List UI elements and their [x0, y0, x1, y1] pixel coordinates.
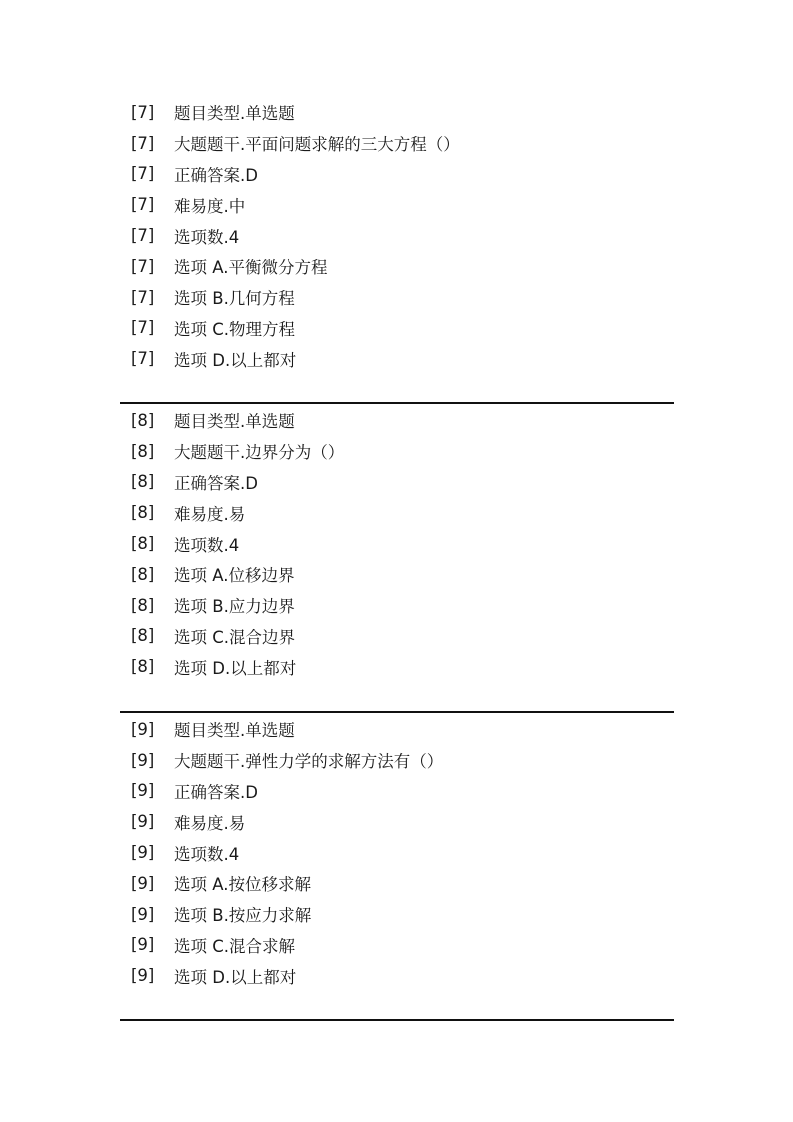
- question-line: [131, 837, 674, 868]
- section-divider: [120, 402, 674, 404]
- option-b: 选项 B.几何方程: [174, 289, 295, 309]
- question-type: 题目类型.单选题: [174, 721, 295, 741]
- question-line: [131, 930, 674, 961]
- option-a: 选项 A.按位移求解: [174, 875, 311, 895]
- question-number: [9]: [131, 904, 155, 924]
- option-b: 选项 B.应力边界: [174, 597, 295, 617]
- question-block-8: [131, 405, 674, 682]
- question-stem: 大题题干.边界分为（）: [174, 443, 345, 463]
- question-line: [131, 343, 674, 374]
- question-line: [131, 776, 674, 807]
- question-number: [9]: [131, 843, 155, 863]
- option-count: 选项数.4: [174, 844, 240, 864]
- question-line: [131, 868, 674, 899]
- question-number: [9]: [131, 781, 155, 801]
- question-line: [131, 528, 674, 559]
- question-number: [7]: [131, 349, 155, 369]
- option-a: 选项 A.平衡微分方程: [174, 258, 328, 278]
- question-line: [131, 251, 674, 282]
- option-d: 选项 D.以上都对: [174, 658, 297, 678]
- question-number: [7]: [131, 287, 155, 307]
- question-line: [131, 313, 674, 344]
- question-number: [9]: [131, 750, 155, 770]
- question-stem: 大题题干.平面问题求解的三大方程（）: [174, 135, 460, 155]
- question-line: [131, 559, 674, 590]
- question-number: [7]: [131, 256, 155, 276]
- question-line: [131, 590, 674, 621]
- question-number: [8]: [131, 534, 155, 554]
- question-line: [131, 467, 674, 498]
- question-number: [8]: [131, 441, 155, 461]
- question-number: [8]: [131, 410, 155, 430]
- option-d: 选项 D.以上都对: [174, 350, 297, 370]
- section-divider: [120, 1019, 674, 1021]
- correct-answer: 正确答案.D: [174, 473, 258, 493]
- question-number: [8]: [131, 626, 155, 646]
- question-line: [131, 960, 674, 991]
- question-line: [131, 806, 674, 837]
- question-line: [131, 405, 674, 436]
- question-number: [7]: [131, 102, 155, 122]
- difficulty: 难易度.易: [174, 813, 246, 833]
- option-c: 选项 C.混合求解: [174, 936, 296, 956]
- section-divider: [120, 711, 674, 713]
- question-number: [8]: [131, 657, 155, 677]
- question-number: [9]: [131, 719, 155, 739]
- question-number: [7]: [131, 133, 155, 153]
- question-number: [7]: [131, 164, 155, 184]
- option-count: 选项数.4: [174, 227, 240, 247]
- option-a: 选项 A.位移边界: [174, 566, 295, 586]
- question-number: [8]: [131, 595, 155, 615]
- difficulty: 难易度.易: [174, 504, 246, 524]
- question-number: [9]: [131, 873, 155, 893]
- option-b: 选项 B.按应力求解: [174, 906, 312, 926]
- question-type: 题目类型.单选题: [174, 104, 295, 124]
- question-line: [131, 745, 674, 776]
- question-number: [9]: [131, 935, 155, 955]
- question-number: [8]: [131, 503, 155, 523]
- correct-answer: 正确答案.D: [174, 165, 258, 185]
- question-line: [131, 497, 674, 528]
- question-number: [7]: [131, 195, 155, 215]
- question-line: [131, 714, 674, 745]
- option-c: 选项 C.物理方程: [174, 319, 296, 339]
- question-line: [131, 651, 674, 682]
- question-block-9: [131, 714, 674, 991]
- question-number: [9]: [131, 812, 155, 832]
- question-line: [131, 128, 674, 159]
- option-count: 选项数.4: [174, 535, 240, 555]
- question-line: [131, 97, 674, 128]
- question-line: [131, 436, 674, 467]
- question-type: 题目类型.单选题: [174, 412, 295, 432]
- question-number: [7]: [131, 318, 155, 338]
- option-d: 选项 D.以上都对: [174, 967, 297, 987]
- question-number: [8]: [131, 472, 155, 492]
- question-line: [131, 899, 674, 930]
- option-c: 选项 C.混合边界: [174, 627, 296, 647]
- question-line: [131, 159, 674, 190]
- question-line: [131, 621, 674, 652]
- question-block-7: [131, 97, 674, 374]
- difficulty: 难易度.中: [174, 196, 246, 216]
- question-line: [131, 282, 674, 313]
- question-line: [131, 220, 674, 251]
- question-line: [131, 189, 674, 220]
- question-number: [7]: [131, 226, 155, 246]
- question-number: [9]: [131, 966, 155, 986]
- correct-answer: 正确答案.D: [174, 782, 258, 802]
- question-stem: 大题题干.弹性力学的求解方法有（）: [174, 752, 444, 772]
- question-number: [8]: [131, 564, 155, 584]
